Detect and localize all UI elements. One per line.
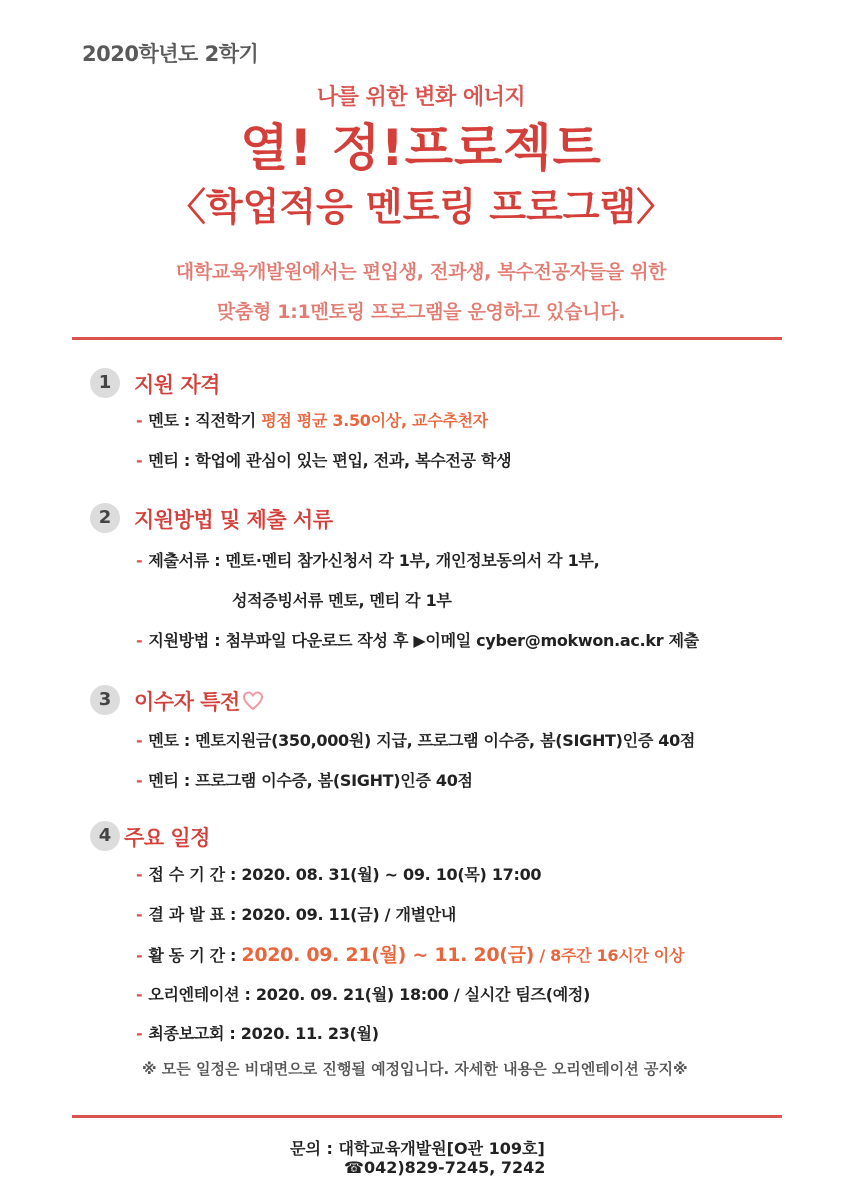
contact-phone [344, 1158, 545, 1177]
eligibility-mentor [136, 408, 488, 431]
application-docs-line-2: 성적증빙서류 멘토, 멘티 각 1부 [232, 591, 452, 610]
dash-icon: - [136, 1024, 143, 1043]
application-method-text: 지원방법 : 첨부파일 다운로드 작성 후 ▶이메일 cyber@mokwon.ac.kr 제출 [148, 631, 699, 650]
subtitle: 나를 위한 변화 에너지 [316, 85, 526, 110]
schedule-note: ※ 모든 일정은 비대면으로 진행될 예정입니다. 자세한 내용은 오리엔테이션 공지※ [142, 1060, 688, 1078]
dash-icon: - [136, 985, 143, 1004]
dash-icon: - [136, 631, 143, 650]
eligibility-mentee-text: 멘티 : 학업에 관심이 있는 편입, 전과, 복수전공 학생 [148, 451, 512, 470]
eligibility-mentor-label: 멘토 : 직전학기 [148, 411, 262, 430]
schedule-final-text: 최종보고회 : 2020. 11. 23(월) [148, 1024, 379, 1043]
section-number-2: 2 [90, 503, 120, 533]
section-number-1: 1 [90, 368, 120, 398]
dash-icon: - [136, 411, 143, 430]
contact-info: 문의 : 대학교육개발원[O관 109호] [290, 1139, 545, 1158]
top-divider [72, 337, 782, 340]
schedule-final [136, 1021, 379, 1044]
dash-icon: - [136, 946, 143, 965]
benefits-mentee [136, 768, 473, 791]
schedule-activity-note: / 8주간 16시간 이상 [534, 946, 685, 965]
dash-icon: - [136, 731, 143, 750]
schedule-apply [136, 862, 541, 885]
section-title-benefits-text: 이수자 특전 [134, 690, 240, 714]
application-docs-line-1: 제출서류 : 멘토·멘티 참가신청서 각 1부, 개인정보동의서 각 1부, [148, 551, 600, 570]
dash-icon: - [136, 771, 143, 790]
intro-line-2: 맞춤형 1:1멘토링 프로그램을 운영하고 있습니다. [216, 301, 626, 323]
section-title-eligibility: 지원 자격 [134, 373, 220, 397]
dash-icon: - [136, 865, 143, 884]
program-title: 〈학업적응 멘토링 프로그램〉 [167, 185, 675, 229]
semester-label: 2020학년도 2학기 [82, 42, 259, 66]
benefits-mentor-text: 멘토 : 멘토지원금(350,000원) 지급, 프로그램 이수증, 봄(SIGHT)인증 40점 [148, 731, 696, 750]
contact-phone-number: 042)829-7245, 7242 [363, 1158, 546, 1177]
eligibility-mentee [136, 448, 511, 471]
section-title-benefits [134, 686, 264, 716]
section-number-4: 4 [90, 821, 120, 851]
benefits-mentor [136, 728, 695, 751]
benefits-mentee-text: 멘티 : 프로그램 이수증, 봄(SIGHT)인증 40점 [148, 771, 473, 790]
schedule-orientation [136, 982, 590, 1005]
schedule-apply-text: 접 수 기 간 : 2020. 08. 31(월) ~ 09. 10(목) 17:00 [148, 865, 542, 884]
application-method [136, 628, 699, 651]
bottom-divider [72, 1115, 782, 1118]
schedule-activity-label: 활 동 기 간 : [148, 946, 242, 965]
dash-icon: - [136, 905, 143, 924]
schedule-result-text: 결 과 발 표 : 2020. 09. 11(금) / 개별안내 [148, 905, 457, 924]
section-title-schedule: 주요 일정 [124, 826, 210, 850]
phone-icon: ☎ [344, 1158, 364, 1177]
page-title: 열! 정!프로젝트 [240, 119, 602, 177]
schedule-activity-period: 2020. 09. 21(월) ~ 11. 20(금) [241, 944, 535, 966]
application-docs [136, 548, 599, 571]
section-title-application: 지원방법 및 제출 서류 [134, 508, 333, 532]
schedule-activity [136, 940, 684, 967]
heart-icon [242, 691, 264, 716]
dash-icon: - [136, 551, 143, 570]
section-number-3: 3 [90, 685, 120, 715]
eligibility-mentor-highlight: 평점 평균 3.50이상, 교수추천자 [261, 411, 488, 430]
schedule-result [136, 902, 456, 925]
intro-line-1: 대학교육개발원에서는 편입생, 전과생, 복수전공자들을 위한 [175, 261, 667, 283]
dash-icon: - [136, 451, 143, 470]
schedule-orientation-text: 오리엔테이션 : 2020. 09. 21(월) 18:00 / 실시간 팀즈(예정) [148, 985, 591, 1004]
